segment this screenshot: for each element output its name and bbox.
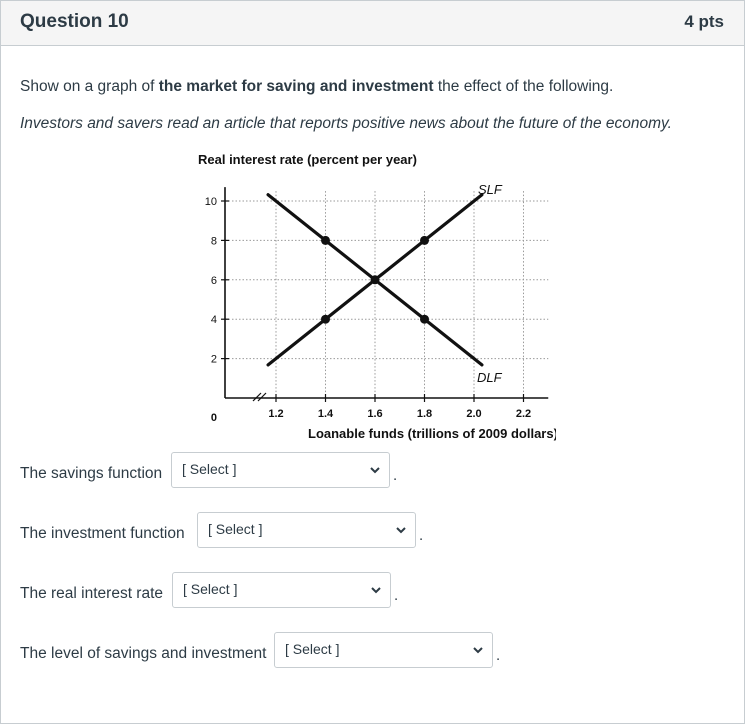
slf-label: SLF xyxy=(478,182,502,197)
savings-function-label: The savings function xyxy=(20,465,163,482)
real-interest-rate-select[interactable] xyxy=(172,572,391,608)
chart-axes xyxy=(225,187,548,401)
investment-function-label: The investment function xyxy=(20,525,185,542)
investment-function-period: . xyxy=(419,527,424,544)
y-tick-label: 6 xyxy=(210,274,217,287)
question-points: 4 pts xyxy=(684,12,724,31)
x-tick-label: 1.8 xyxy=(416,408,433,420)
investment-function-selected: [ Select ] xyxy=(208,521,263,537)
chart-ticks xyxy=(205,196,531,424)
question-scenario: Investors and savers read an article that reports positive news about the future of the economy. xyxy=(20,115,672,132)
question-prompt xyxy=(20,78,613,96)
y-tick-label: 10 xyxy=(204,196,217,208)
chevron-down-icon xyxy=(369,464,381,476)
y-tick-label: 2 xyxy=(210,353,217,366)
savings-investment-level-label: The level of savings and investment xyxy=(20,645,267,662)
chevron-down-icon xyxy=(370,584,382,596)
savings-function-period: . xyxy=(393,467,398,484)
y-tick-label: 0 xyxy=(210,412,217,424)
loanable-funds-graph xyxy=(181,143,556,448)
savings-function-selected: [ Select ] xyxy=(182,461,237,477)
prompt-bold: the market for saving and investment xyxy=(158,78,434,95)
question-header xyxy=(1,1,744,46)
chart-svg xyxy=(181,143,556,443)
data-point xyxy=(321,315,330,324)
savings-investment-level-selected: [ Select ] xyxy=(285,641,340,657)
savings-investment-level-period: . xyxy=(496,647,501,664)
y-tick-label: 4 xyxy=(210,314,217,327)
prompt-prefix: Show on a graph of xyxy=(20,78,159,95)
dlf-label: DLF xyxy=(477,370,502,385)
y-tick-label: 8 xyxy=(210,235,217,248)
x-tick-label: 2.0 xyxy=(466,408,482,420)
x-tick-label: 1.4 xyxy=(317,408,334,420)
chart-grid xyxy=(225,191,548,398)
savings-function-select[interactable] xyxy=(171,452,390,488)
x-tick-label: 2.2 xyxy=(515,408,532,420)
data-point xyxy=(321,236,330,245)
investment-function-select[interactable] xyxy=(197,512,416,548)
x-tick-label: 1.6 xyxy=(367,408,383,420)
real-interest-rate-selected: [ Select ] xyxy=(183,581,238,597)
y-axis-label: Real interest rate (percent per year) xyxy=(198,152,417,167)
data-point xyxy=(420,315,429,324)
savings-investment-level-select[interactable] xyxy=(274,632,493,668)
question-title: Question 10 xyxy=(20,11,129,32)
real-interest-rate-label: The real interest rate xyxy=(20,585,164,602)
chevron-down-icon xyxy=(472,644,484,656)
chevron-down-icon xyxy=(395,524,407,536)
data-point xyxy=(371,275,380,284)
x-tick-label: 1.2 xyxy=(268,408,284,420)
real-interest-rate-period: . xyxy=(394,587,399,604)
data-point xyxy=(420,236,429,245)
prompt-suffix: the effect of the following. xyxy=(433,78,614,95)
x-axis-label: Loanable funds (trillions of 2009 dollars) xyxy=(308,426,556,441)
